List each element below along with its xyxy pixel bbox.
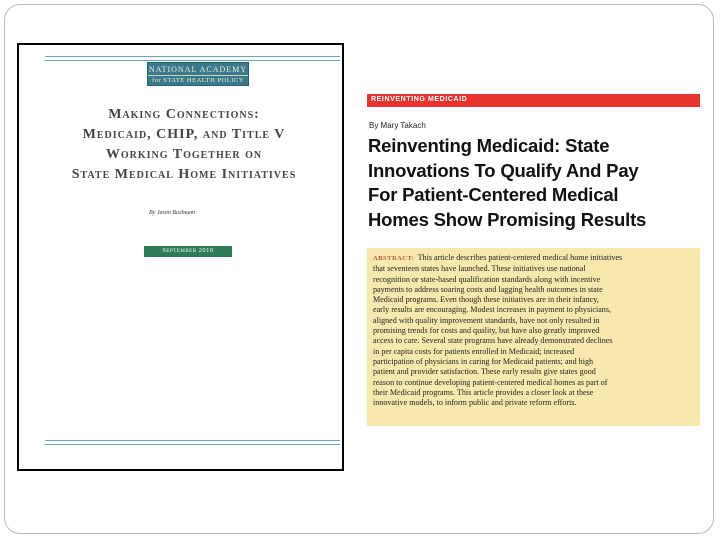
cover-title-line: Working Together on [105, 147, 263, 162]
abstract-line: promising trends for costs and quality, but have also greatly improved [373, 326, 600, 336]
cover-top-rule [45, 56, 340, 57]
abstract-text: This article describes patient-centered medical home initiatives [417, 253, 623, 262]
abstract-line: recognition or state-based qualification standards along with incentive [373, 274, 601, 284]
abstract-line: participation of physicians in caring for Medicaid patients; and high [373, 356, 594, 366]
cover-author: By Jason Buxbaum [149, 210, 195, 216]
abstract-line [373, 253, 695, 264]
cover-title [39, 105, 329, 185]
headline-line: Homes Show Promising Results [368, 208, 647, 230]
abstract-line: in per capita costs for patients enrolled in Medicaid; increased [373, 346, 575, 356]
abstract-line: aligned with quality improvement standards, have not only resulted in [373, 315, 600, 325]
cover-title-line: Making Connections: [108, 107, 260, 122]
nashp-logo [147, 62, 249, 86]
cover-date: September 2010 [162, 247, 214, 254]
cover-title-line: Medicaid, CHIP, and Title V [82, 127, 286, 142]
section-bar [367, 94, 700, 107]
headline-line: For Patient-Centered Medical [368, 184, 619, 205]
report-cover [17, 43, 344, 471]
cover-title-line: State Medical Home Initiatives [71, 167, 297, 182]
abstract-line: their Medicaid programs. This article provides a closer look at these [373, 387, 594, 397]
article-byline: By Mary Takach [369, 121, 426, 130]
section-label: REINVENTING MEDICAID [371, 96, 468, 103]
abstract-line: innovative models, to inform public and private reform efforts. [373, 398, 577, 408]
cover-date-bar [144, 246, 232, 257]
abstract-line: early results are encouraging. Modest increases in payment to physicians, [373, 305, 612, 315]
abstract-label: ABSTRACT: [373, 255, 415, 262]
cover-top-rule [45, 60, 340, 61]
cover-bottom-rule [45, 440, 340, 441]
article-headline [368, 134, 698, 232]
abstract-line: patient and provider satisfaction. These early results give states good [373, 367, 596, 377]
abstract-line: Medicaid programs. Even though these initiatives are in their infancy, [373, 295, 599, 305]
logo-text-line1: NATIONAL ACADEMY [148, 65, 248, 74]
abstract-line: access to care. Several state programs have already demonstrated declines [373, 336, 613, 346]
cover-bottom-rule [45, 444, 340, 445]
abstract-box [367, 248, 700, 426]
headline-line: Reinventing Medicaid: State [368, 135, 610, 156]
abstract-line: payments to address soaring costs and lagging health outcomes in state [373, 284, 603, 294]
abstract-line: that seventeen states have launched. These initiatives use national [373, 264, 586, 274]
abstract-line: reason to continue developing patient-centered medical homes as part of [373, 377, 608, 387]
headline-line: Innovations To Qualify And Pay [368, 159, 639, 181]
logo-text-line2: for STATE HEALTH POLICY [148, 75, 248, 84]
